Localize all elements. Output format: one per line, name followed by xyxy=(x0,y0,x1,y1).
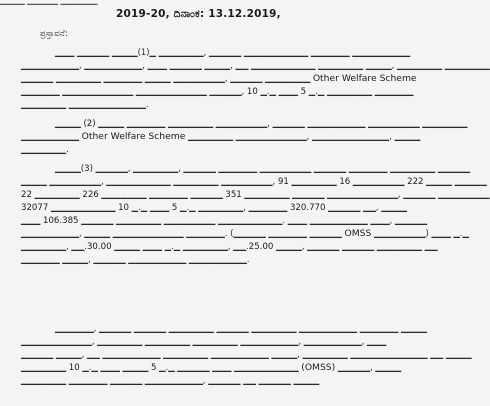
kannada-text: ▁▁▁▁▁ ▁▁▁▁, ▁▁ ▁▁▁▁▁▁▁▁▁ ▁▁▁▁▁▁▁ ▁▁▁▁▁▁▁▁▁ ▁▁▁▁, ▁▁▁▁▁▁▁ ▁▁▁▁▁▁▁▁▁▁▁▁ ▁▁ ▁▁▁▁ xyxy=(21,349,472,359)
kannada-text: ▁▁▁▁▁▁▁▁▁, ▁▁▁▁ ▁▁▁▁▁▁▁▁▁▁▁ ▁▁▁▁▁▁. (▁▁▁▁▁ ▁▁▁▁▁▁ ▁▁▁▁▁ xyxy=(21,228,345,238)
figure-value: 91 xyxy=(277,177,289,187)
kannada-text: ▁▁▁▁▁▁▁▁▁ xyxy=(21,131,82,141)
kannada-text: ▁.▁ ▁▁▁ ▁▁▁▁ xyxy=(79,362,151,372)
kannada-text: ▁▁▁▁ ▁▁▁▁▁ xyxy=(423,176,487,186)
paragraph-line xyxy=(21,335,402,347)
figure-value: 22 xyxy=(21,190,32,200)
figure-value: 10 xyxy=(246,87,258,97)
kannada-text: ▁▁▁▁▁▁▁▁▁▁ xyxy=(48,202,119,212)
kannada-text: ▁.▁ ▁▁▁ xyxy=(257,86,301,96)
kannada-text: ▁▁▁▁▁▁▁▁▁, ▁▁▁▁▁▁▁▁▁, ▁▁▁ ▁▁▁▁▁ ▁▁▁▁, ▁▁ ▁▁▁▁▁▁▁▁▁▁ ▁▁▁▁▁▁▁ ▁▁▁▁, ▁▁▁▁▁▁▁ ▁▁▁▁▁▁▁ xyxy=(21,60,490,70)
kannada-text: ▁.▁ ▁▁▁▁▁▁▁, ▁▁▁▁▁▁ xyxy=(177,202,290,212)
kannada-text: ▁▁▁▁▁▁▁▁▁▁▁, ▁▁▁▁▁▁▁ ▁▁▁▁▁▁▁ ▁▁▁▁▁▁▁ ▁▁▁▁▁▁▁▁▁, ▁▁▁▁▁▁▁▁▁, ▁▁▁ xyxy=(21,336,387,346)
kannada-text: ▁▁▁▁▁▁▁ ▁▁▁▁▁▁▁▁▁▁▁▁. xyxy=(21,99,149,109)
paragraph-line xyxy=(21,240,438,253)
kannada-text: ▁.▁ ▁▁▁ xyxy=(129,202,172,212)
kannada-text: ▁▁▁▁▁▁▁ xyxy=(31,189,83,199)
paragraph-line xyxy=(21,214,428,227)
kannada-text: ▁▁▁▁▁▁▁ ▁▁▁▁▁▁▁▁▁▁▁, ▁▁▁▁▁▁▁▁▁▁▁▁, ▁▁▁▁ xyxy=(185,131,421,141)
paragraph-line xyxy=(21,98,402,110)
figure-value: 5 xyxy=(171,203,178,213)
paragraph-line xyxy=(21,253,402,265)
english-phrase: (OMSS) xyxy=(301,362,336,373)
figure-value: 226 xyxy=(82,190,99,200)
paragraph-line xyxy=(21,188,490,201)
figure-value: 106.385 xyxy=(42,216,79,226)
kannada-text: ▁▁▁▁▁ ▁▁▁▁▁▁▁ ▁▁▁▁▁▁▁▁ ▁▁▁▁▁▁▁▁▁▁. ▁▁▁ ▁▁▁▁▁▁▁▁▁ ▁▁▁, ▁▁▁▁▁ xyxy=(78,215,428,225)
kannada-text: ▁▁▁▁▁ ▁▁, ▁▁▁▁ xyxy=(325,202,407,212)
paragraph-line xyxy=(21,130,421,143)
paragraph-line xyxy=(21,175,487,188)
english-phrase: Other Welfare Scheme xyxy=(81,131,186,142)
kannada-text: ▁▁▁▁▁▁▁▁) ▁▁▁ ▁.▁ xyxy=(371,228,469,238)
figure-value: 10 xyxy=(68,363,80,373)
kannada-text: ▁.▁ ▁▁▁▁▁ ▁▁▁ ▁▁▁▁▁▁▁▁▁▁ xyxy=(156,362,302,372)
paragraph-line xyxy=(21,85,414,98)
paragraph-line xyxy=(55,117,468,130)
paragraph-line xyxy=(55,322,427,334)
kannada-text: ▁▁▁▁▁, ▁▁▁▁▁▁▁, ▁▁▁▁▁ ▁▁▁▁▁▁ ▁▁▁▁▁▁▁▁ ▁▁▁▁▁ ▁▁▁▁▁▁ ▁▁▁▁▁▁▁ ▁▁▁▁▁ xyxy=(92,163,471,173)
kannada-text: ▁▁▁▁▁▁▁, ▁▁. xyxy=(21,241,87,251)
figure-value: 16 xyxy=(339,177,351,187)
kannada-text: ▁▁▁▁▁▁▁ xyxy=(288,176,340,186)
kannada-text: ▁▁▁ xyxy=(21,215,43,225)
kannada-text: ▁▁▁▁ ▁▁▁▁▁▁ ▁▁▁▁▁▁▁ ▁▁▁▁▁▁▁▁, ▁▁▁▁▁ ▁▁▁▁▁▁▁▁▁ ▁▁▁▁▁▁▁▁ ▁▁▁▁▁▁▁ xyxy=(95,118,468,128)
english-phrase: Other Welfare Scheme xyxy=(312,73,417,84)
kannada-text: ▁.▁ ▁▁▁▁▁▁▁ ▁▁▁▁▁▁ xyxy=(306,86,414,96)
paragraph-line xyxy=(21,348,472,360)
kannada-text: ▁▁▁▁ xyxy=(55,163,81,173)
kannada-text: ▁▁▁▁▁, ▁▁▁▁ xyxy=(335,362,402,372)
kannada-text: ▁▁▁▁▁▁▁. xyxy=(21,144,69,154)
kannada-text: ▁▁▁ ▁▁▁▁▁ ▁▁▁▁(1)▁ ▁▁▁▁▁▁▁, ▁▁▁▁▁ ▁▁▁▁▁▁▁▁▁▁ ▁▁▁▁▁▁ ▁▁▁▁▁▁▁▁▁ xyxy=(55,47,411,57)
kannada-text: ▁▁▁▁▁▁ ▁▁▁▁, ▁▁▁▁▁ ▁▁▁▁▁▁▁▁▁ ▁▁▁▁▁▁▁▁▁. xyxy=(21,254,250,264)
kannada-text: ▁▁▁▁▁▁, ▁▁▁▁▁ ▁▁▁▁▁ ▁▁▁▁▁▁▁ ▁▁▁▁▁ ▁▁▁▁▁▁▁ ▁▁▁▁▁▁▁▁▁ ▁▁▁▁▁▁ ▁▁▁▁ xyxy=(55,323,427,333)
paragraph-line xyxy=(55,46,411,58)
kannada-text: ▁▁▁▁▁▁▁ ▁▁▁▁▁▁ ▁▁▁▁▁ ▁▁▁▁▁▁▁▁▁, ▁▁▁▁▁ ▁▁ ▁▁▁▁▁ ▁▁▁▁ xyxy=(21,375,320,385)
figure-value: (3) xyxy=(80,164,93,174)
figure-value: 320.770 xyxy=(289,203,326,213)
figure-value: 222 xyxy=(407,177,424,187)
paragraph-line xyxy=(21,361,402,374)
cut-header-line: ▁▁▁▁ ▁▁▁▁▁ ▁▁▁▁▁▁ xyxy=(0,0,98,5)
paragraph-line xyxy=(21,374,402,386)
kannada-text: ▁▁▁▁▁ ▁▁▁▁▁▁▁ ▁▁▁▁▁▁ ▁▁▁▁ ▁▁▁▁▁▁▁▁, ▁▁▁▁▁ ▁▁▁▁▁▁▁ xyxy=(21,73,313,83)
figure-value: 10 xyxy=(118,203,130,213)
figure-value: 30.00 xyxy=(86,242,112,252)
kannada-text: ▁▁▁▁ xyxy=(55,118,84,128)
kannada-text: ▁▁▁▁▁▁▁▁ xyxy=(350,176,408,186)
english-phrase: OMSS xyxy=(344,228,372,239)
kannada-text: ▁▁▁▁ ▁▁▁ ▁.▁ ▁▁▁▁▁▁▁, ▁▁. xyxy=(111,241,249,251)
figure-value: 351 xyxy=(225,190,242,200)
paragraph-line xyxy=(21,143,402,155)
figure-value: (2) xyxy=(83,119,96,129)
figure-value: 5 xyxy=(300,87,307,97)
kannada-text: ▁▁▁▁▁▁ ▁▁▁▁▁▁▁▁▁▁▁ ▁▁▁▁▁▁▁▁▁▁▁ ▁▁▁▁▁, xyxy=(21,86,247,96)
figure-value: 5 xyxy=(150,363,157,373)
kannada-text: ▁▁▁▁ ▁▁▁▁▁▁▁▁, ▁▁▁▁▁▁▁▁▁▁ ▁▁▁▁▁▁▁ ▁▁▁▁▁▁▁▁, xyxy=(21,176,278,186)
paragraph-line xyxy=(21,59,490,71)
paragraph-line xyxy=(21,72,417,85)
date-line: 2019-20, ದಿನಾಂಕ: 13.12.2019, xyxy=(116,8,281,20)
salutation: ಪ್ರಸ್ತಾವನೆ: xyxy=(40,29,68,39)
kannada-text: ▁▁▁▁▁▁▁ xyxy=(21,362,69,372)
paragraph-line xyxy=(21,227,469,240)
kannada-text: ▁▁▁▁, ▁▁▁▁▁ ▁▁▁▁▁ ▁▁▁▁▁▁▁ ▁▁ xyxy=(273,241,438,251)
figure-value: 32077 xyxy=(21,203,49,213)
kannada-text: ▁▁▁▁▁▁▁ ▁▁▁▁▁ ▁▁▁▁▁▁▁▁▁▁▁, ▁▁▁▁▁ ▁▁▁▁▁▁▁▁ xyxy=(241,189,490,199)
paragraph-line xyxy=(55,162,471,175)
paragraph-line xyxy=(21,201,407,214)
kannada-text: ▁▁▁▁▁▁▁ ▁▁▁▁▁▁ ▁▁▁▁▁ xyxy=(98,189,226,199)
figure-value: 25.00 xyxy=(248,242,274,252)
